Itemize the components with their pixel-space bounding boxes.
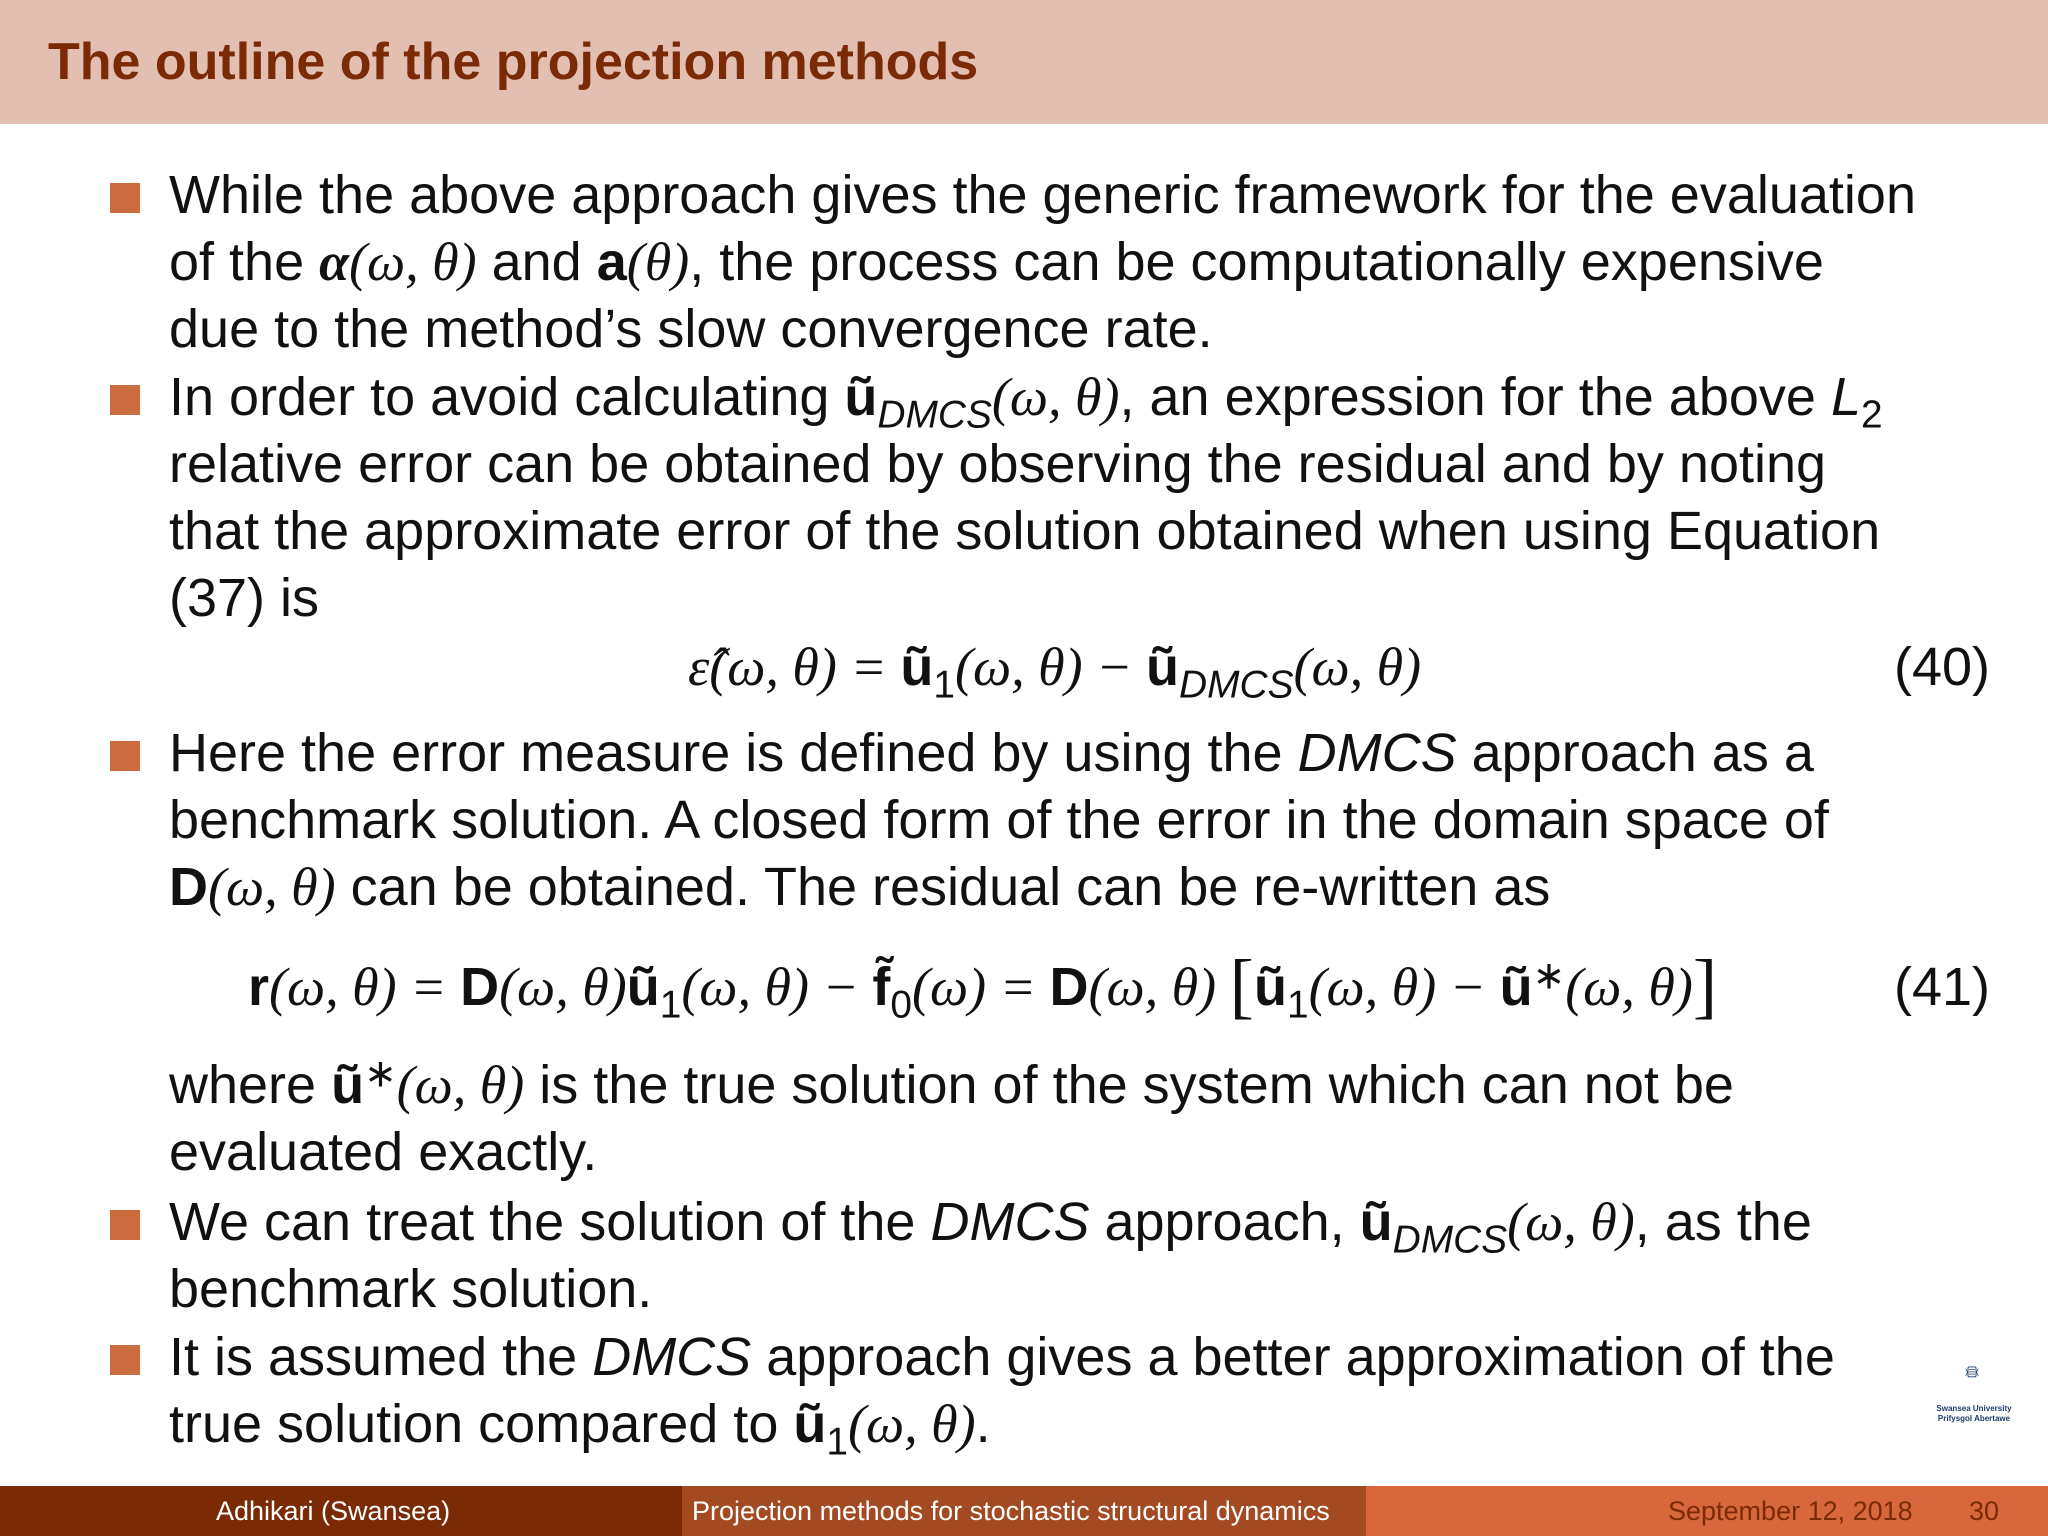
right-bracket: ] (1692, 944, 1718, 1026)
equation-41-number: (41) (1893, 957, 1990, 1017)
text: benchmark solution. (169, 1259, 653, 1319)
text: In order to avoid calculating (169, 367, 845, 427)
subscript: 1 (826, 1420, 848, 1464)
where-line-2 (169, 1119, 597, 1187)
u-tilde-symbol: ũ (331, 1055, 365, 1115)
footer-talk-title: Projection methods for stochastic structural dynamics (692, 1496, 1330, 1526)
text: approach gives a better approximation of the (751, 1327, 1835, 1387)
text: approach, (1089, 1192, 1360, 1252)
math-args: (ω, θ) (348, 232, 477, 292)
text: While the above approach gives the generic framework for the evaluation (169, 165, 1916, 225)
bullet-marker (110, 1210, 140, 1240)
footer-date: September 12, 2018 (1668, 1496, 1913, 1526)
alpha-symbol: α (319, 232, 349, 292)
text: , an expression for the above (1119, 367, 1831, 427)
university-logo-text (1926, 1404, 2022, 1424)
equation-40-number: (40) (1893, 637, 1990, 697)
text: where (169, 1055, 332, 1115)
bullet-marker (110, 183, 140, 213)
left-bracket: [ (1229, 944, 1254, 1026)
math-args: (θ) (626, 232, 690, 292)
bullet-3-line-1 (169, 720, 1814, 788)
vector-r: r (248, 957, 270, 1017)
vector-a: a (596, 232, 627, 292)
footer-page-number: 30 (1969, 1496, 2000, 1526)
text: , the process can be computationally expensive (689, 232, 1824, 292)
text: benchmark solution. A closed form of the error in the domain space of (169, 790, 1829, 850)
logo-line-1: Swansea University (1936, 1404, 2012, 1413)
text: is the true solution of the system which can not be (524, 1055, 1734, 1115)
matrix-D: D (169, 857, 208, 917)
text: (37) is (169, 568, 320, 628)
bullet-2-line-2 (169, 431, 1826, 499)
subscript: DMCS (877, 393, 992, 437)
bullet-4-line-1 (169, 1189, 1812, 1262)
text: . (975, 1394, 991, 1454)
subscript: 0 (890, 983, 912, 1027)
bullet-marker (110, 1345, 140, 1375)
bullet-3-line-3 (169, 854, 1550, 922)
superscript: ∗ (364, 1052, 397, 1096)
university-crest-icon (1932, 1366, 2012, 1402)
slide-title: The outline of the projection methods (48, 33, 979, 91)
text: relative error can be obtained by observing the residual and by noting (169, 434, 1827, 494)
logo-line-2: Prifysgol Abertawe (1937, 1414, 2011, 1423)
bullet-2-line-4 (169, 565, 319, 633)
f-tilde-symbol: f̃ (872, 957, 891, 1017)
math-args: (ω) = (912, 957, 1050, 1017)
text: Here the error measure is defined by using the (169, 723, 1298, 783)
subscript: DMCS (1392, 1218, 1508, 1262)
subscript: 1 (659, 983, 682, 1027)
math-args: (ω, θ) (1293, 637, 1422, 697)
footer-author: Adhikari (Swansea) (216, 1496, 451, 1526)
math-args: (ω, θ) (499, 957, 627, 1017)
bullet-1-line-3 (169, 296, 1213, 364)
matrix-D: D (460, 957, 500, 1017)
equation-40 (688, 634, 1422, 707)
math-args: (ω, θ) (1565, 957, 1693, 1017)
text: It is assumed the (169, 1327, 593, 1387)
math-args: (ω, θ) (991, 367, 1120, 427)
L-symbol: L (1830, 367, 1861, 427)
math-args: (ω, θ) − (681, 957, 873, 1017)
math-args: (ω, θ) (208, 857, 336, 917)
u-tilde-symbol: ũ (1499, 957, 1533, 1017)
subscript: 2 (1861, 393, 1883, 437)
u-tilde-symbol: ũ (1146, 637, 1180, 697)
subscript: DMCS (1179, 663, 1294, 707)
equation-41 (248, 944, 1718, 1027)
text: evaluated exactly. (169, 1122, 598, 1182)
bullet-1-line-1 (169, 162, 1916, 230)
u-tilde-symbol: ũ (844, 367, 878, 427)
bullet-marker (110, 385, 140, 415)
text: can be obtained. The residual can be re-written as (335, 857, 1551, 917)
math-args: (ω, θ) (396, 1055, 525, 1115)
text: due to the method’s slow convergence rate. (169, 299, 1213, 359)
math-args: (ω, θ) (1507, 1192, 1635, 1252)
text: We can treat the solution of the (169, 1192, 931, 1252)
bullet-2-line-1 (169, 364, 1883, 437)
matrix-D: D (1049, 957, 1089, 1017)
bullet-1-line-2 (169, 229, 1824, 297)
dmcs-term: DMCS (1297, 723, 1457, 783)
text: that the approximate error of the solution obtained when using Equation (169, 501, 1881, 561)
subscript: 1 (1286, 983, 1309, 1027)
text: of the (169, 232, 320, 292)
footer-author-section (0, 1486, 682, 1536)
text: true solution compared to (169, 1394, 794, 1454)
bullet-2-line-3 (169, 498, 1880, 566)
text: and (476, 232, 597, 292)
dmcs-term: DMCS (592, 1327, 752, 1387)
u-tilde-symbol: ũ (1359, 1192, 1393, 1252)
math-args: (ω, θ) − (954, 637, 1147, 697)
bullet-5-line-2 (169, 1391, 991, 1464)
footer-date-section (1366, 1486, 2048, 1536)
footer-bar (0, 1486, 2048, 1536)
u-tilde-symbol: ũ (793, 1394, 827, 1454)
math-args: (ω, θ) − (1308, 957, 1500, 1017)
u-tilde-symbol: ũ (626, 957, 660, 1017)
text: , as the (1634, 1192, 1812, 1252)
math-args: (ω, θ) (1088, 957, 1230, 1017)
bullet-marker (110, 741, 140, 771)
u-tilde-symbol: ũ (1253, 957, 1287, 1017)
bullet-5-line-1 (169, 1324, 1835, 1392)
superscript: ∗ (1532, 954, 1566, 998)
u-tilde-symbol: ũ (900, 637, 934, 697)
dmcs-term: DMCS (930, 1192, 1090, 1252)
where-line-1 (169, 1052, 1734, 1120)
math-args: (ω, θ) (847, 1394, 976, 1454)
epsilon-hat-symbol: ε̂ (688, 637, 710, 697)
bullet-4-line-2 (169, 1256, 652, 1324)
text: approach as a (1456, 723, 1814, 783)
footer-title-section (682, 1486, 1366, 1536)
subscript: 1 (933, 663, 955, 707)
math-args: (ω, θ) = (709, 637, 901, 697)
math-args: (ω, θ) = (269, 957, 461, 1017)
bullet-3-line-2 (169, 787, 1829, 855)
